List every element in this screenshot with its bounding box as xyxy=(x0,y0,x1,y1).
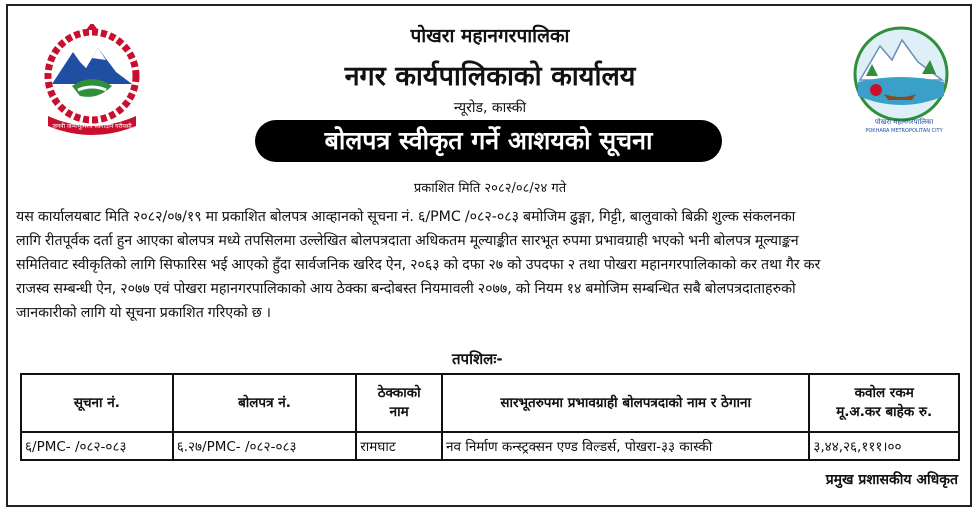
notice-title: बोलपत्र स्वीकृत गर्ने आशयको सूचना xyxy=(255,120,722,162)
schedule-table xyxy=(20,373,960,461)
cell-bid-no: ६.२७/PMC- /०८२-०८३ xyxy=(173,432,357,460)
cell-notice-no: ६/PMC- /०८२-०८३ xyxy=(21,432,173,460)
cell-bidder: नव निर्माण कन्स्ट्रक्सन एण्ड विल्डर्स, पोखरा-३३ कास्की xyxy=(442,432,809,460)
col-amount-line1: कवोल रकम xyxy=(854,385,914,401)
office-name: नगर कार्यपालिकाको कार्यालय xyxy=(344,61,636,92)
table-header-row xyxy=(21,374,959,432)
emblem-motto-text: जननी जन्मभूमिश्च स्वर्गादपि गरीयसी xyxy=(52,123,132,130)
body-line: जानकारीको लागि यो सूचना प्रकाशित गरिएको छ । xyxy=(16,305,272,321)
published-date: प्रकाशित मिति २०८२/०८/२४ गते xyxy=(413,181,567,196)
col-amount xyxy=(809,374,959,432)
notice-body xyxy=(16,205,968,325)
col-contract-name-line1: ठेक्काको xyxy=(377,385,421,401)
body-line: यस कार्यालयबाट मिति २०८२/०७/१९ मा प्रकाशित बोलपत्र आव्हानको सूचना नं. ६/PMC /०८२-०८३ बमोजिम ढुङ्गा, गिट्टी, बालुवाको बिक्री शुल्क संकलनका xyxy=(16,209,796,225)
logo-text-nepali: पोखरा महानगरपालिका xyxy=(874,118,934,126)
logo-text-english: POKHARA METROPOLITAN CITY xyxy=(865,128,943,134)
body-line: समितिवाट स्वीकृतिको लागि सिफारिस भई आएको हुँदा सार्वजनिक खरिद ऐन, २०६३ को दफा २७ को उपदफा २ तथा पोखरा महानगरपालिकाको कर तथा गैर कर xyxy=(16,257,821,273)
cell-amount: ३,४४,२६,१११।०० xyxy=(809,432,959,460)
cell-contract-name: रामघाट xyxy=(356,432,442,460)
col-contract-name xyxy=(356,374,442,432)
col-amount-line2: मू.अ.कर बाहेक रु. xyxy=(836,404,933,420)
body-line: लागि रीतपूर्वक दर्ता हुन आएका बोलपत्र मध्ये तपसिलमा उल्लेखित बोलपत्रदाता अधिकतम मूल्याङ्कीत सारभूत रुपमा प्रभावग्राही भएको भनी बोलपत्र मूल्याङ्कन xyxy=(16,233,799,249)
col-bidder: सारभूतरुपमा प्रभावग्राही बोलपत्रदाको नाम र ठेगाना xyxy=(442,374,809,432)
col-notice-no: सूचना नं. xyxy=(21,374,173,432)
table-row xyxy=(21,432,959,460)
body-line: राजस्व सम्बन्धी ऐन, २०७७ एवं पोखरा महानगरपालिकाको आय ठेक्का बन्दोबस्त नियमावली २०७७, को नियम १४ बमोजिम सम्बन्धित सबै बोलपत्रदाताहरुको xyxy=(16,281,796,297)
office-address: न्यूरोड, कास्की xyxy=(453,100,527,116)
col-bid-no: बोलपत्र नं. xyxy=(173,374,357,432)
col-contract-name-line2: नाम xyxy=(389,404,409,420)
schedule-title: तपशिलः- xyxy=(452,350,503,368)
org-name: पोखरा महानगरपालिका xyxy=(410,25,570,47)
signatory-title: प्रमुख प्रशासकीय अधिकृत xyxy=(825,472,958,488)
